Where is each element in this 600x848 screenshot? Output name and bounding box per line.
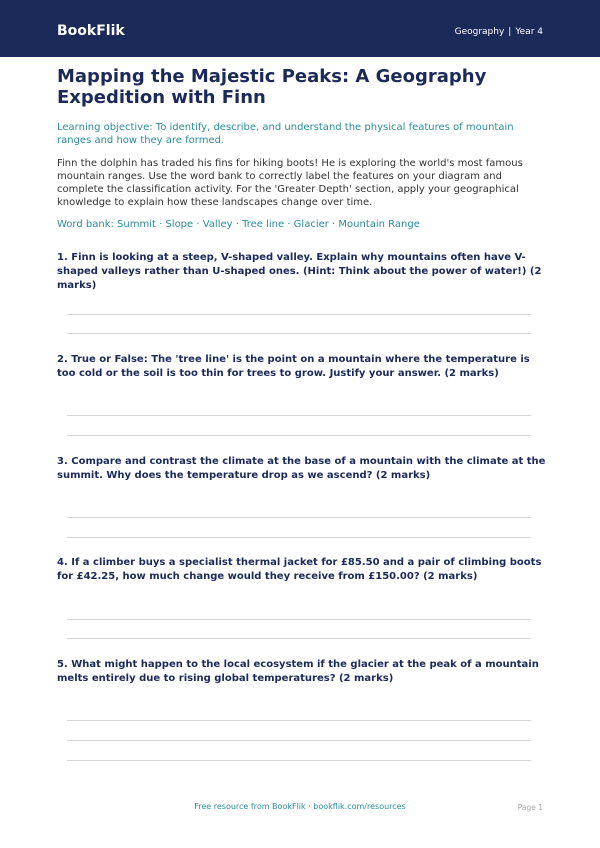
year-label: Year 4 [515, 27, 543, 37]
answer-line[interactable] [67, 720, 531, 721]
answer-line[interactable] [67, 333, 531, 334]
subject-label: Geography [454, 27, 505, 37]
answer-line[interactable] [67, 314, 531, 315]
brand-logo: BookFlik [57, 23, 125, 39]
answer-line[interactable] [67, 740, 531, 741]
question-4: 4. If a climber buys a specialist thermal jacket for £85.50 and a pair of climbing boots for £42.25, how much change would they receive from £150.00? (2 marks) [57, 557, 542, 582]
answer-line[interactable] [67, 537, 531, 538]
page-title: Mapping the Majestic Peaks: A Geography Expedition with Finn [57, 66, 487, 108]
answer-line[interactable] [67, 760, 531, 761]
question-3: 3. Compare and contrast the climate at the base of a mountain with the climate at the summit. Why does the temperature drop as we ascend? (2 marks) [57, 456, 546, 481]
answer-line[interactable] [67, 517, 531, 518]
answer-line[interactable] [67, 638, 531, 639]
header-separator: | [508, 27, 512, 37]
header-bar [0, 0, 600, 57]
word-bank: Word bank: Summit · Slope · Valley · Tree line · Glacier · Mountain Range [57, 219, 420, 230]
answer-line[interactable] [67, 619, 531, 620]
footer-credit: Free resource from BookFlik · bookflik.com/resources [194, 802, 406, 811]
subject-year-label [455, 27, 543, 37]
learning-objective: Learning objective: To identify, describe, and understand the physical features of mountain ranges and how they are formed. [57, 122, 514, 146]
answer-line[interactable] [67, 435, 531, 436]
page-number: Page 1 [517, 803, 543, 812]
question-1: 1. Finn is looking at a steep, V-shaped valley. Explain why mountains often have V-shaped valleys rather than U-shaped ones. (Hint: Think about the power of water!) (2 marks) [57, 252, 542, 291]
answer-line[interactable] [67, 415, 531, 416]
question-2: 2. True or False: The 'tree line' is the point on a mountain where the temperature is too cold or the soil is too thin for trees to grow. Justify your answer. (2 marks) [57, 354, 530, 379]
question-5: 5. What might happen to the local ecosystem if the glacier at the peak of a mountain melts entirely due to rising global temperatures? (2 marks) [57, 659, 539, 684]
intro-paragraph: Finn the dolphin has traded his fins for hiking boots! He is exploring the world's most famous mountain ranges. Use the word bank to correctly label the features on your diagram and complete the classification activity. For the 'Greater Depth' section, apply your geographical knowledge to explain how these landscapes change over time. [57, 158, 523, 208]
